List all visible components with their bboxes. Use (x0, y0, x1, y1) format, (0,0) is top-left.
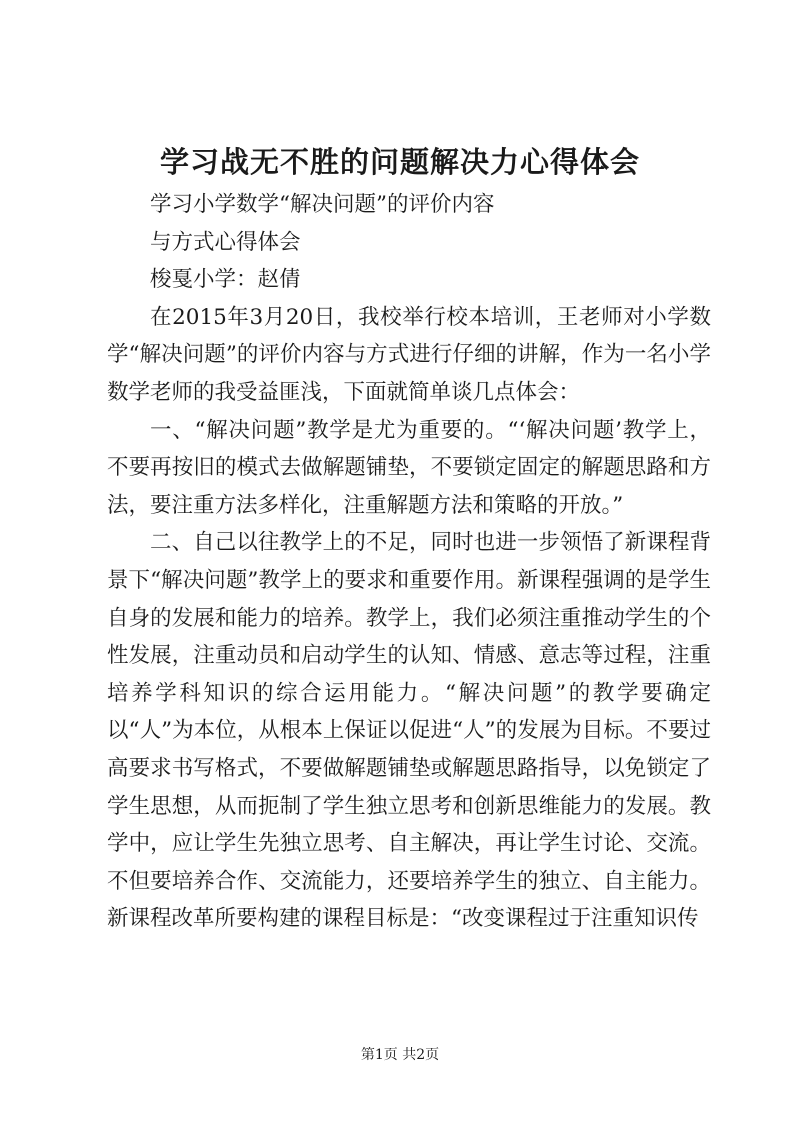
page-footer: 第1页 共2页 (360, 1047, 440, 1063)
document-body (107, 186, 711, 938)
subtitle-line-1: 学习小学数学“解决问题”的评价内容 (150, 192, 495, 217)
intro-paragraph: 在2015年3月20日，我校举行校本培训，王老师对小学数学“解决问题”的评价内容与方式进行仔细的讲解，作为一名小学数学老师的我受益匪浅，下面就简单谈几点体会： (107, 304, 711, 405)
point-one-paragraph: 一、“解决问题”教学是尤为重要的。“‘解决问题’教学上，不要再按旧的模式去做解题铺垫，不要锁定固定的解题思路和方法，要注重方法多样化，注重解题方法和策略的开放。” (107, 417, 711, 518)
author-line: 梭戛小学：赵倩 (150, 267, 301, 293)
point-two-paragraph: 二、自己以往教学上的不足，同时也进一步领悟了新课程背景下“解决问题”教学上的要求和重要作用。新课程强调的是学生自身的发展和能力的培养。教学上，我们必须注重推动学生的个性发展，注重动员和启动学生的认知、情感、意志等过程，注重培养学科知识的综合运用能力。“解决问题”的教学要确定以“人”为本位，从根本上保证以促进“人”的发展为目标。不要过高要求书写格式，不要做解题铺垫或解题思路指导，以免锁定了学生思想，从而扼制了学生独立思考和创新思维能力的发展。教学中，应让学生先独立思考、自主解决，再让学生讨论、交流。不但要培养合作、交流能力，还要培养学生的独立、自主能力。新课程改革所要构建的课程目标是：“改变课程过于注重知识传 (107, 530, 711, 932)
document-title: 学习战无不胜的问题解决力心得体会 (159, 145, 640, 179)
subtitle-line-2: 与方式心得体会 (150, 229, 301, 255)
